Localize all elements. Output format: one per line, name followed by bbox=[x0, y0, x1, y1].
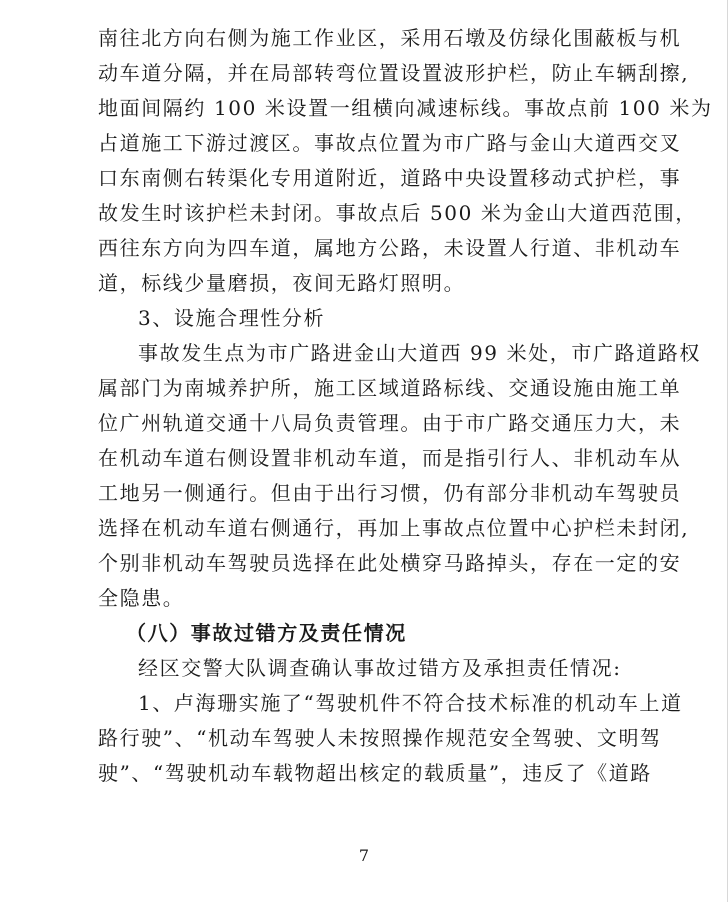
text-line: 驶”、“驾驶机动车载物超出核定的载质量”，违反了《道路 bbox=[98, 761, 652, 785]
text-line: 口东南侧右转渠化专用道附近，道路中央设置移动式护栏，事 bbox=[98, 166, 682, 190]
text-line: 在机动车道右侧设置非机动车道，而是指引行人、非机动车从 bbox=[98, 446, 682, 470]
text-line: 事故发生点为市广路进金山大道西 99 米处，市广路道路权 bbox=[138, 341, 701, 365]
text-line: 西往东方向为四车道，属地方公路，未设置人行道、非机动车 bbox=[98, 236, 682, 260]
text-line: 经区交警大队调查确认事故过错方及承担责任情况: bbox=[138, 656, 622, 680]
text-line: 道，标线少量磨损，夜间无路灯照明。 bbox=[98, 271, 466, 295]
text-line: 地面间隔约 100 米设置一组横向减速标线。事故点前 100 米为 bbox=[98, 96, 713, 120]
text-line: 个别非机动车驾驶员选择在此处横穿马路掉头，存在一定的安 bbox=[98, 551, 682, 575]
section-heading: （八）事故过错方及责任情况 bbox=[126, 621, 407, 645]
text-line: 位广州轨道交通十八局负责管理。由于市广路交通压力大，未 bbox=[98, 411, 682, 435]
text-line: 南往北方向右侧为施工作业区，采用石墩及仿绿化围蔽板与机 bbox=[98, 26, 682, 50]
text-line: 选择在机动车道右侧通行，再加上事故点位置中心护栏未封闭, bbox=[98, 516, 690, 540]
text-line: 占道施工下游过渡区。事故点位置为市广路与金山大道西交叉 bbox=[98, 131, 682, 155]
text-line: 路行驶”、“机动车驾驶人未按照操作规范安全驾驶、文明驾 bbox=[98, 726, 662, 750]
page-number: 7 bbox=[358, 846, 370, 865]
text-line: 属部门为南城养护所，施工区域道路标线、交通设施由施工单 bbox=[98, 376, 682, 400]
text-line: 1、卢海珊实施了“驾驶机件不符合技术标准的机动车上道 bbox=[138, 691, 683, 715]
subsection-title: 3、设施合理性分析 bbox=[138, 306, 326, 330]
text-line: 全隐患。 bbox=[98, 586, 185, 610]
text-line: 故发生时该护栏未封闭。事故点后 500 米为金山大道西范围， bbox=[98, 201, 697, 225]
text-line: 工地另一侧通行。但由于出行习惯，仍有部分非机动车驾驶员 bbox=[98, 481, 682, 505]
text-line: 动车道分隔，并在局部转弯位置设置波形护栏，防止车辆刮擦, bbox=[98, 61, 690, 85]
